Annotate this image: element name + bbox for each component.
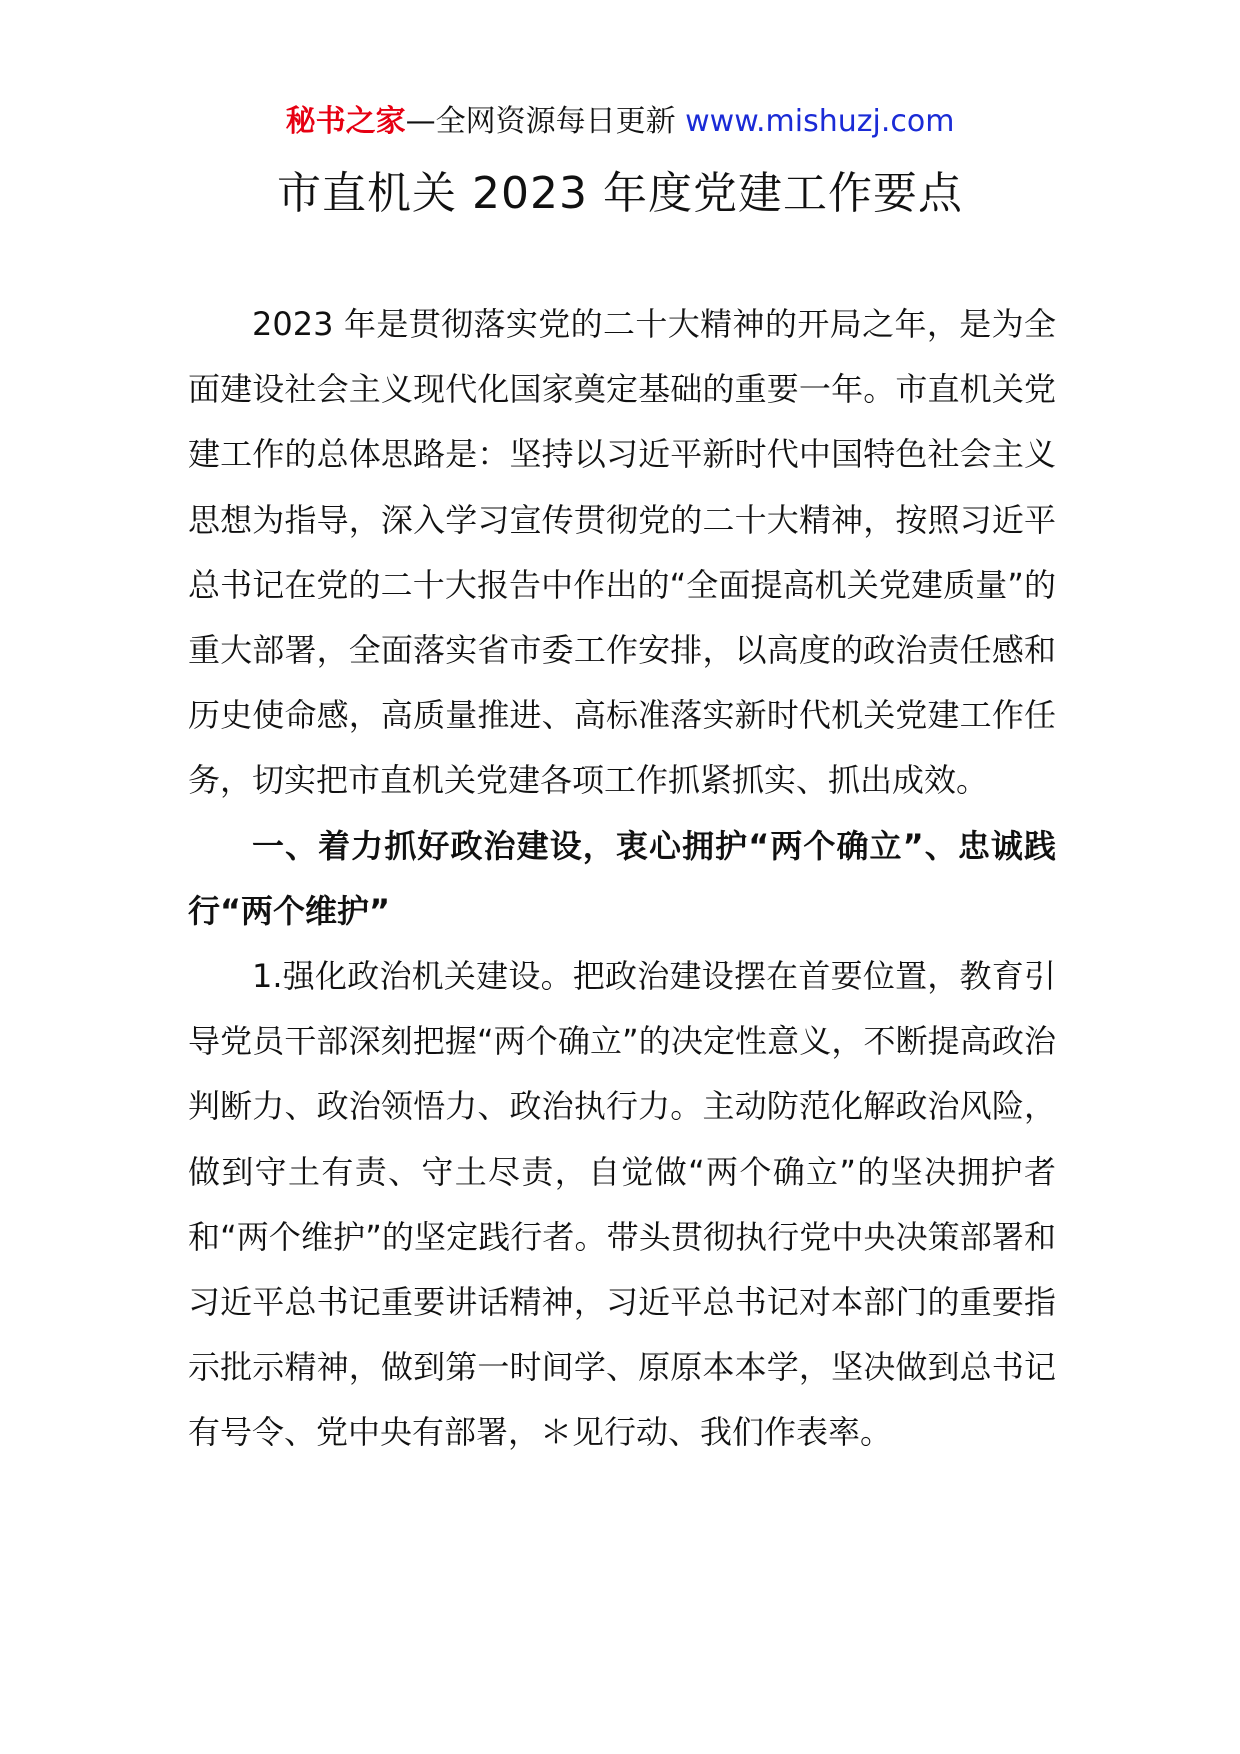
- document-body: [188, 292, 1056, 1466]
- section-paragraph: 1.强化政治机关建设。把政治建设摆在首要位置，教育引导党员干部深刻把握“两个确立”的决定性意义，不断提高政治判断力、政治领悟力、政治执行力。主动防范化解政治风险，做到守土有责、守土尽责，自觉做“两个确立”的坚决拥护者和“两个维护”的坚定践行者。带头贯彻执行党中央决策部署和习近平总书记重要讲话精神，习近平总书记对本部门的重要指示批示精神，做到第一时间学、原原本本学，坚决做到总书记有号令、党中央有部署，＊见行动、我们作表率。: [188, 957, 1056, 1452]
- site-tagline: —全网资源每日更新: [405, 104, 686, 139]
- document-title: 市直机关 2023 年度党建工作要点: [277, 168, 963, 219]
- intro-paragraph: 2023 年是贯彻落实党的二十大精神的开局之年，是为全面建设社会主义现代化国家奠定基础的重要一年。市直机关党建工作的总体思路是：坚持以习近平新时代中国特色社会主义思想为指导，深入学习宣传贯彻党的二十大精神，按照习近平总书记在党的二十大报告中作出的“全面提高机关党建质量”的重大部署，全面落实省市委工作安排，以高度的政治责任感和历史使命感，高质量推进、高标准落实新时代机关党建工作任务，切实把市直机关党建各项工作抓紧抓实、抓出成效。: [188, 305, 1056, 800]
- section-heading: 一、着力抓好政治建设，衷心拥护“两个确立”、忠诚践行“两个维护”: [188, 826, 1056, 930]
- site-brand: 秘书之家: [285, 104, 406, 139]
- site-header: [0, 100, 1240, 144]
- site-url-link[interactable]: www.mishuzj.com: [685, 104, 955, 139]
